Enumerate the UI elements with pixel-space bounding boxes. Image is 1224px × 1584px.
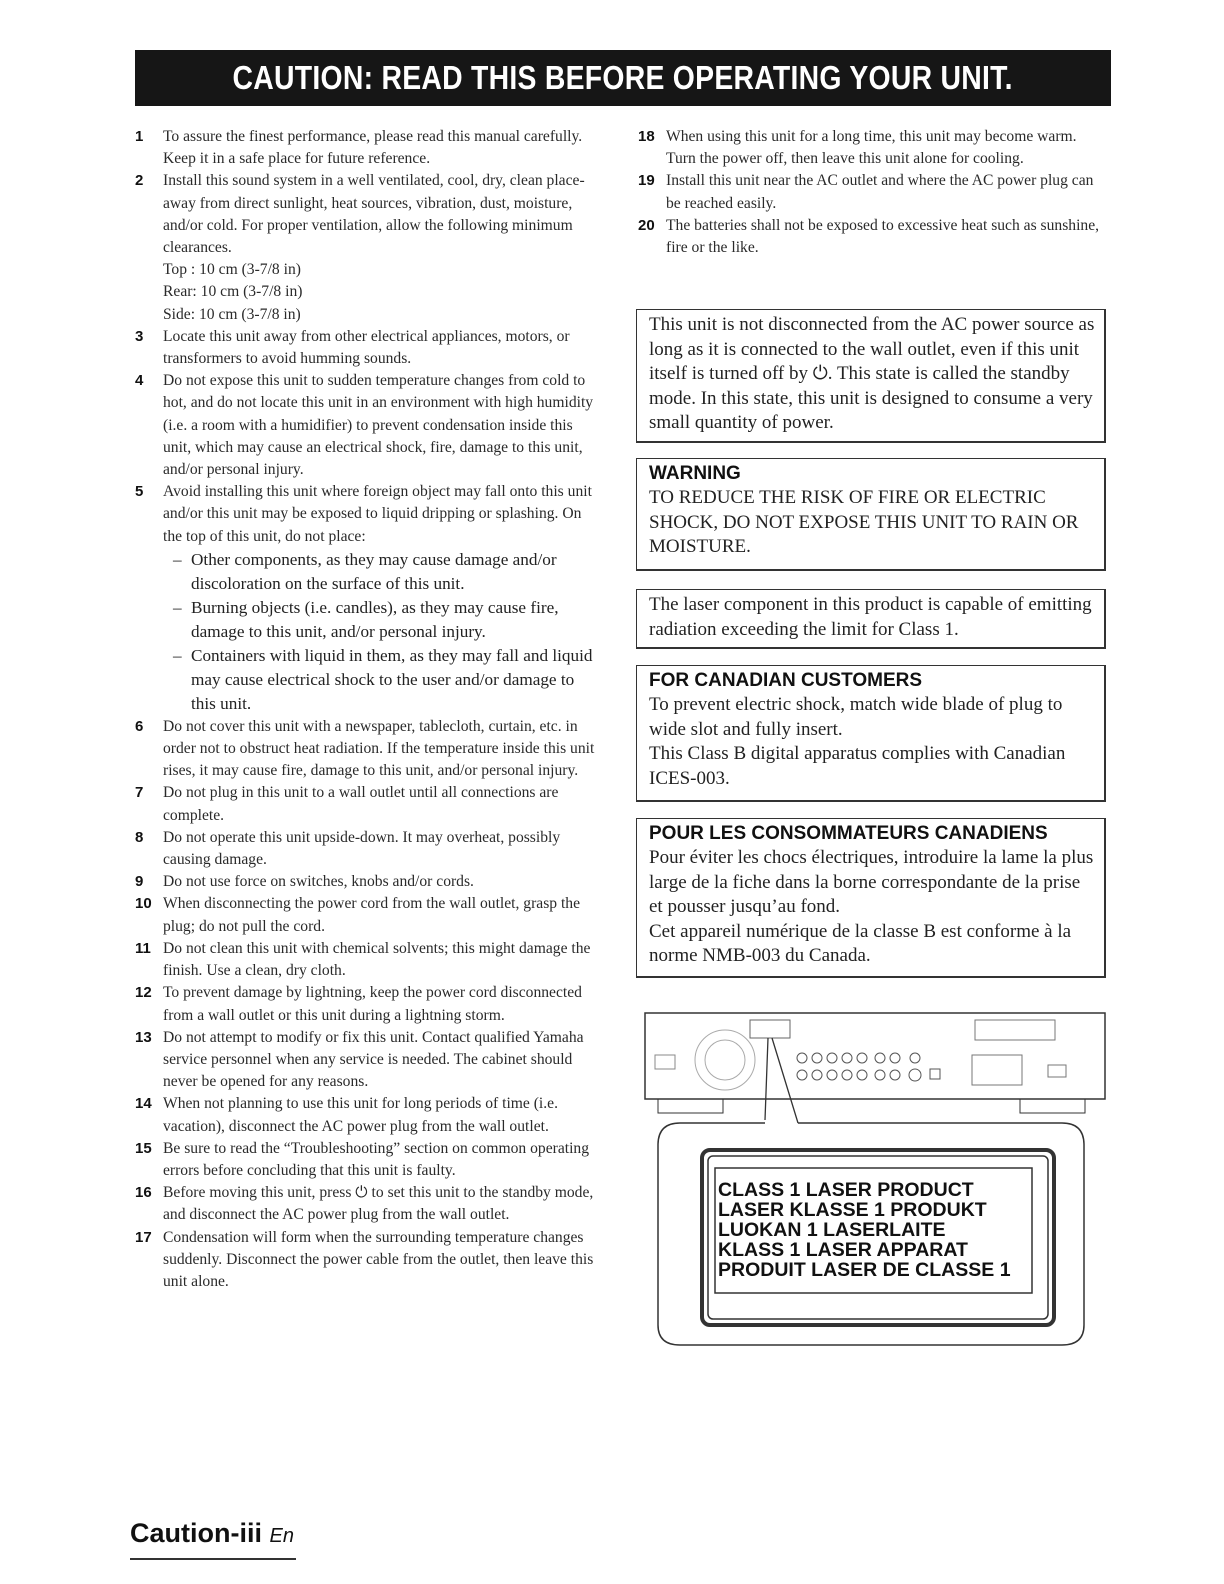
- laser-label-line: LUOKAN 1 LASERLAITE: [718, 1219, 946, 1241]
- french-text-1: Pour éviter les chocs électriques, introduire la lame la plus large de la fiche dans la borne correspondante de la prise et pousser jusqu’au fond.: [649, 847, 1094, 917]
- page-number: [130, 1518, 294, 1549]
- item-number: 1: [135, 128, 144, 145]
- item-number: 16: [135, 1184, 152, 1202]
- ac-inlet-icon: [655, 1055, 675, 1069]
- item-text: To prevent damage by lightning, keep the power cord disconnected from a wall outlet or this unit during a lightning storm.: [163, 984, 582, 1024]
- item-number: 11: [135, 939, 151, 957]
- caution-item: [135, 827, 603, 871]
- item-number: 8: [135, 828, 144, 846]
- caution-item: [135, 370, 603, 481]
- standby-notice-text: This unit is not disconnected from the AC power source as long as it is connected to the wall outlet, even if this unit itself is turned off by ⏻. This state is called the standby mode. In this state, this unit is designed to consume a very small quantity of power.: [649, 314, 1095, 433]
- laser-notice-box: [636, 589, 1106, 649]
- laser-label-line: LASER KLASSE 1 PRODUKT: [718, 1199, 987, 1221]
- caution-item: [135, 1093, 603, 1137]
- audio-jacks: [797, 1053, 940, 1081]
- clearance-line: Top : 10 cm (3-7/8 in): [163, 261, 301, 279]
- french-canadian-box: [636, 818, 1106, 978]
- item-text: Install this unit near the AC outlet and where the AC power plug can be reached easily.: [666, 172, 1094, 212]
- item-number: 19: [638, 172, 655, 190]
- item-text: Do not attempt to modify or fix this unit. Contact qualified Yamaha service personnel when any service is needed. The cabinet should never be opened for any reasons.: [163, 1028, 584, 1091]
- bullet-item: – Burning objects (i.e. candles), as they may cause fire, damage to this unit, and/or personal injury.: [163, 596, 603, 644]
- laser-label-line: KLASS 1 LASER APPARAT: [718, 1239, 968, 1261]
- bullet-item: – Other components, as they may cause damage and/or discoloration on the surface of this unit.: [163, 548, 603, 596]
- remote-ports: [975, 1020, 1055, 1040]
- item-text: When using this unit for a long time, this unit may become warm. Turn the power off, then leave this unit alone for cooling.: [666, 128, 1077, 168]
- french-title: POUR LES CONSOMMATEURS CANADIENS: [649, 823, 1048, 844]
- label-sticker: [750, 1020, 790, 1038]
- item-number: 2: [135, 172, 144, 190]
- item-text: Condensation will form when the surrounding temperature changes suddenly. Disconnect the power cable from the outlet, then leave this unit alone.: [163, 1228, 594, 1290]
- caution-item: [638, 126, 1103, 170]
- warning-text: TO REDUCE THE RISK OF FIRE OR ELECTRIC SHOCK, DO NOT EXPOSE THIS UNIT TO RAIN OR MOISTURE.: [649, 487, 1079, 557]
- caution-item: [135, 170, 603, 325]
- laser-class-label: [718, 1180, 1026, 1280]
- caution-item: [135, 716, 603, 783]
- caution-item: [638, 170, 1103, 214]
- item-text: Do not use force on switches, knobs and/or cords.: [163, 873, 474, 891]
- item-text: To assure the finest performance, please read this manual carefully. Keep it in a safe place for future reference.: [163, 128, 583, 168]
- item-number: 20: [638, 216, 655, 234]
- caution-item: [135, 1027, 603, 1094]
- page-label: Caution-iii: [130, 1518, 262, 1548]
- canadian-text-1: To prevent electric shock, match wide blade of plug to wide slot and fully insert.: [649, 694, 1063, 740]
- caution-item: [135, 1138, 603, 1182]
- caution-item: [135, 938, 603, 982]
- canadian-title: FOR CANADIAN CUSTOMERS: [649, 670, 923, 691]
- item-number: 13: [135, 1028, 152, 1046]
- canadian-customers-box: [636, 665, 1106, 802]
- item-text: Locate this unit away from other electrical appliances, motors, or transformers to avoid humming sounds.: [163, 327, 570, 368]
- item-text: Do not plug in this unit to a wall outlet until all connections are complete.: [163, 784, 559, 824]
- french-text-2: Cet appareil numérique de la classe B est conforme à la norme NMB-003 du Canada.: [649, 920, 1072, 966]
- item-text: Do not clean this unit with chemical solvents; this might damage the finish. Use a clean, dry cloth.: [163, 939, 591, 980]
- warning-box: [636, 458, 1106, 571]
- item-number: 6: [135, 717, 144, 735]
- caution-item: [135, 871, 603, 893]
- device-foot-right: [1020, 1099, 1085, 1113]
- caution-item: [135, 1182, 603, 1226]
- caution-item: [638, 215, 1103, 259]
- device-foot-left: [658, 1099, 723, 1113]
- item-text: The batteries shall not be exposed to excessive heat such as sunshine, fire or the like.: [666, 216, 1100, 257]
- laser-label-line: PRODUIT LASER DE CLASSE 1: [718, 1259, 1011, 1281]
- caution-item: [135, 326, 603, 370]
- item-text: Do not operate this unit upside-down. It may overheat, possibly causing damage.: [163, 828, 561, 869]
- standby-notice-box: [636, 309, 1106, 443]
- warning-title: WARNING: [649, 463, 741, 484]
- canadian-text-2: This Class B digital apparatus complies with Canadian ICES-003.: [649, 743, 1066, 789]
- item-number: 12: [135, 984, 152, 1002]
- item-text: Install this sound system in a well ventilated, cool, dry, clean place-away from direct sunlight, heat sources, vibration, dust, moisture, and/or cold. For proper ventilation, allow the following minimum clearances.: [163, 172, 585, 257]
- clearance-line: Side: 10 cm (3-7/8 in): [163, 305, 301, 323]
- bullet-item: – Containers with liquid in them, as they may fall and liquid may cause electrical shock to the user and/or damage to this unit.: [163, 644, 603, 716]
- footer-rule: [130, 1558, 296, 1560]
- page-title: CAUTION: READ THIS BEFORE OPERATING YOUR UNIT.: [232, 59, 1014, 96]
- hdmi-port: [1048, 1065, 1066, 1077]
- caution-list-left: [135, 126, 603, 1293]
- clearance-line: Rear: 10 cm (3-7/8 in): [163, 283, 303, 301]
- laser-label-line: CLASS 1 LASER PRODUCT: [718, 1179, 974, 1201]
- callout-pointer: [765, 1038, 798, 1123]
- item-number: 7: [135, 784, 144, 802]
- fan-icon: [695, 1030, 755, 1090]
- item-number: 5: [135, 483, 144, 501]
- item-number: 3: [135, 327, 144, 345]
- caution-item: [135, 782, 603, 826]
- rear-panel-illustration: [640, 1005, 1110, 1350]
- item-text: When disconnecting the power cord from the wall outlet, grasp the plug; do not pull the cord.: [163, 895, 581, 935]
- item-number: 10: [135, 895, 152, 913]
- item-text: Be sure to read the “Troubleshooting” section on common operating errors before concluding that this unit is faulty.: [163, 1139, 589, 1179]
- language-label: En: [269, 1525, 294, 1547]
- item-number: 4: [135, 372, 144, 390]
- item-number: 9: [135, 873, 144, 891]
- item-text: When not planning to use this unit for long periods of time (i.e. vacation), disconnect the AC power plug from the wall outlet.: [163, 1095, 558, 1135]
- caution-item: [135, 126, 603, 170]
- item-number: 18: [638, 128, 655, 145]
- laser-notice-text: The laser component in this product is capable of emitting radiation exceeding the limit for Class 1.: [649, 594, 1092, 640]
- item-text: Do not cover this unit with a newspaper, tablecloth, curtain, etc. in order not to obstruct heat radiation. If the temperature inside this unit rises, it may cause fire, damage to this unit, and/or personal injury.: [163, 717, 595, 780]
- item-text: Do not expose this unit to sudden temperature changes from cold to hot, and do not locate this unit in an environment with high humidity (i.e. a room with a humidifier) to prevent condensation inside this unit, which may cause an electrical shock, fire, damage to this unit, and/or personal injury.: [163, 372, 594, 479]
- item-number: 15: [135, 1139, 152, 1157]
- caution-item: [135, 481, 603, 716]
- caution-list-right: [638, 126, 1103, 259]
- item-number: 17: [135, 1228, 152, 1246]
- caution-item: [135, 1227, 603, 1294]
- page-title-banner: [135, 50, 1111, 106]
- item-text: Before moving this unit, press ⏻ to set this unit to the standby mode, and disconnect the AC power plug from the wall outlet.: [163, 1184, 594, 1224]
- caution-item: [135, 893, 603, 937]
- network-usb-ports: [972, 1055, 1022, 1085]
- item-number: 14: [135, 1095, 152, 1113]
- caution-item: [135, 982, 603, 1026]
- item-text: Avoid installing this unit where foreign object may fall onto this unit and/or this unit may be exposed to liquid dripping or splashing. On the top of this unit, do not place:: [163, 483, 592, 545]
